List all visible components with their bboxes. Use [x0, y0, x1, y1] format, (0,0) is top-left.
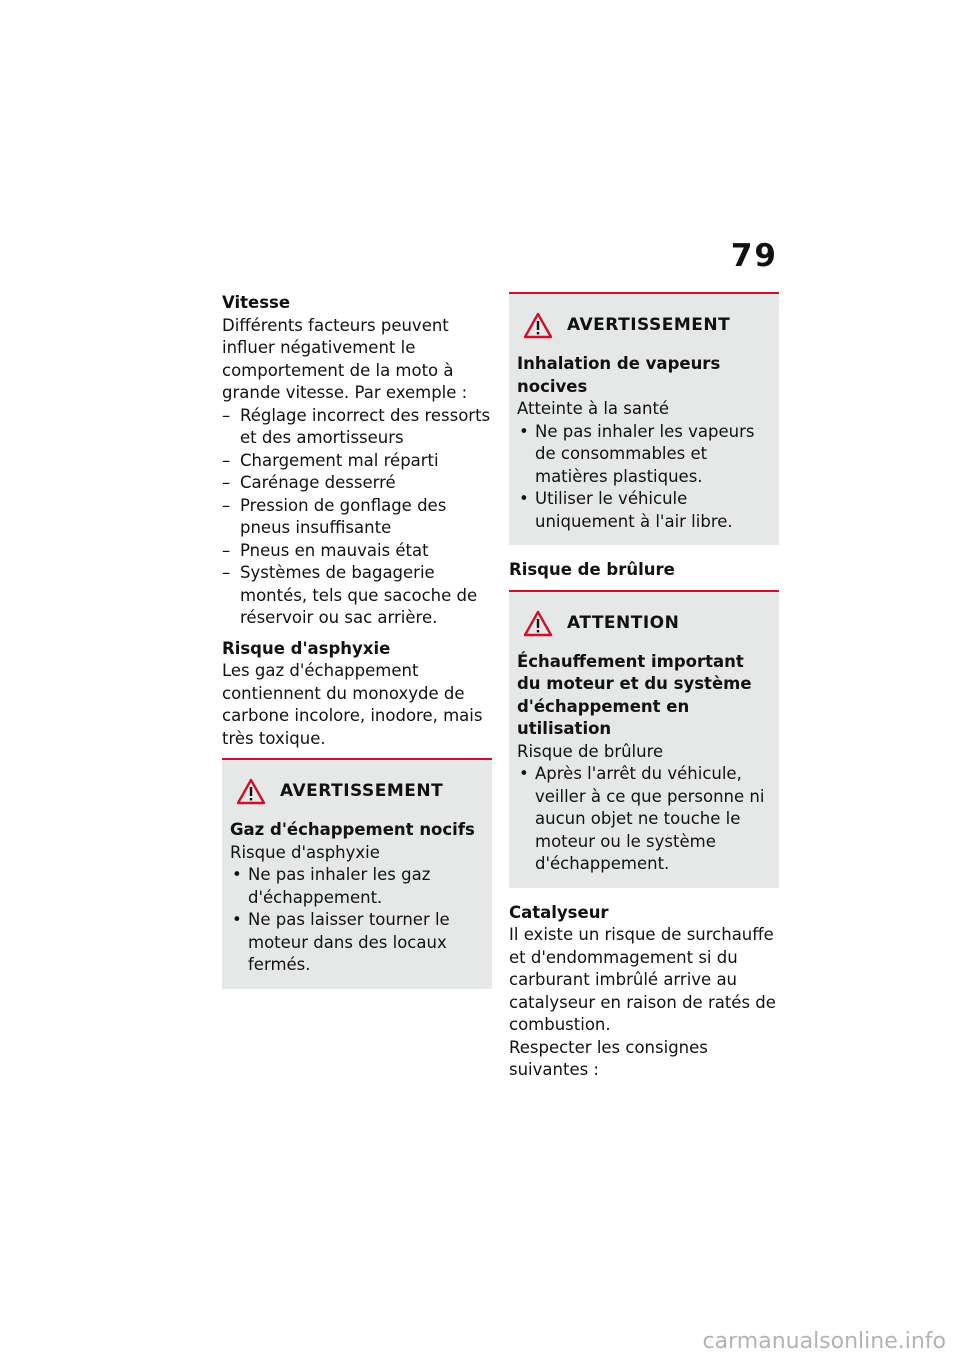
warning-box-gaz: [222, 758, 492, 989]
list-item: – Chargement mal réparti: [222, 450, 492, 473]
attention-label: ATTENTION: [567, 612, 680, 633]
warning-triangle-icon: [523, 312, 553, 339]
section-heading-asphyxie: Risque d'asphyxie: [222, 638, 391, 658]
list-item: – Carénage desserré: [222, 472, 492, 495]
warning-subtitle: Risque d'asphyxie: [230, 842, 380, 862]
list-item: – Pneus en mauvais état: [222, 540, 492, 563]
warning-list: [230, 864, 484, 977]
section-heading-catalyseur: Catalyseur: [509, 902, 609, 922]
warning-list: [517, 421, 771, 534]
right-column: [509, 292, 779, 1082]
section-heading-vitesse: Vitesse: [222, 293, 291, 312]
warning-triangle-icon: [523, 610, 553, 637]
attention-title: Échauffement important du moteur et du système d'échappement en utilisation: [517, 651, 752, 738]
list-item: – Réglage incorrect des ressorts et des amortisseurs: [222, 405, 492, 450]
list-item: • Ne pas inhaler les gaz d'échappement.: [230, 864, 484, 909]
attention-header: [517, 610, 771, 637]
list-item: • Après l'arrêt du véhicule, veiller à ce que personne ni aucun objet ne touche le moteur ou le système d'échappement.: [517, 763, 771, 876]
warning-label: AVERTISSEMENT: [280, 781, 444, 802]
list-item: – Systèmes de bagagerie montés, tels que sacoche de réservoir ou sac arrière.: [222, 562, 492, 630]
warning-header: [517, 312, 771, 339]
vitesse-intro: Différents facteurs peuvent influer négativement le comportement de la moto à grande vitesse. Par exemple :: [222, 315, 468, 402]
warning-header: [230, 778, 484, 805]
warning-title: Gaz d'échappement nocifs: [230, 820, 475, 839]
warning-title: Inhalation de vapeurs nocives: [517, 354, 721, 396]
attention-list: [517, 763, 771, 876]
section-heading-brulure: Risque de brûlure: [509, 560, 675, 579]
asphyxie-text: Les gaz d'échappement contiennent du monoxyde de carbone incolore, inodore, mais très toxique.: [222, 661, 483, 748]
list-item: • Ne pas inhaler les vapeurs de consommables et matières plastiques.: [517, 421, 771, 489]
warning-label: AVERTISSEMENT: [567, 315, 731, 336]
page-number: 79: [730, 238, 778, 274]
vitesse-list: [222, 405, 492, 630]
left-column: [222, 292, 492, 989]
warning-box-vapeurs: [509, 292, 779, 545]
list-item: – Pression de gonflage des pneus insuffisante: [222, 495, 492, 540]
warning-triangle-icon: [236, 778, 266, 805]
list-item: • Utiliser le véhicule uniquement à l'air libre.: [517, 488, 771, 533]
catalyseur-text: Il existe un risque de surchauffe et d'endommagement si du carburant imbrûlé arrive au catalyseur en raison de ratés de combustion.: [509, 925, 776, 1034]
attention-box: [509, 590, 779, 888]
watermark: carmanualsonline.info: [702, 1329, 946, 1354]
list-item: • Ne pas laisser tourner le moteur dans des locaux fermés.: [230, 909, 484, 977]
catalyseur-instruction: Respecter les consignes suivantes :: [509, 1037, 708, 1079]
attention-subtitle: Risque de brûlure: [517, 741, 664, 761]
warning-subtitle: Atteinte à la santé: [517, 399, 670, 418]
